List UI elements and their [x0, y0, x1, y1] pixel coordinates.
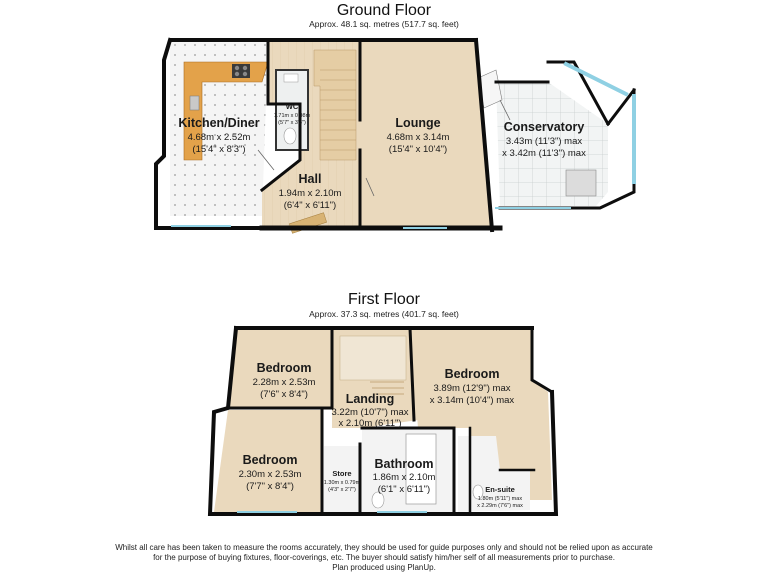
bathroom-imperial: (6'1" x 6'11") — [377, 484, 431, 495]
ensuite-line1: 1.80m (5'11") max — [477, 496, 523, 502]
first-floor-title: First Floor — [348, 291, 420, 308]
landing-line1: 3.22m (10'7") max — [331, 407, 409, 418]
ground-floor-title: Ground Floor — [336, 2, 432, 19]
bathroom-name: Bathroom — [374, 457, 434, 471]
conservatory-line1: 3.43m (11'3") max — [505, 136, 583, 147]
ground-floor-plan — [156, 40, 634, 233]
bedroom-bottom-left-metric: 2.30m x 2.53m — [238, 469, 302, 480]
conservatory-line2: x 3.42m (11'3") max — [502, 148, 586, 159]
bedroom-bottom-left-name: Bedroom — [242, 453, 298, 467]
bedroom-top-left-name: Bedroom — [256, 361, 312, 375]
store-room — [324, 446, 360, 512]
bedroom-top-left-metric: 2.28m x 2.53m — [252, 377, 316, 388]
bathroom-label — [373, 457, 436, 495]
bedroom-right-name: Bedroom — [444, 367, 500, 381]
ground-floor-area: Approx. 48.1 sq. metres (517.7 sq. feet) — [309, 19, 459, 29]
bathroom-metric: 1.86m x 2.10m — [372, 472, 436, 483]
hall-metric: 1.94m x 2.10m — [278, 188, 342, 199]
lounge-label — [387, 116, 450, 155]
conservatory-label — [502, 120, 586, 159]
disclaimer-line-2: for the purpose of buying fixtures, floor-coverings, etc. The buyer should satisfy him/her self of all measurements prior to purchase. — [153, 553, 615, 562]
conservatory-name: Conservatory — [503, 120, 585, 134]
disclaimer-line-1: Whilst all care has been taken to measure the rooms accurately, they should be used for guide purposes only and should not be relied upon as accurate — [115, 543, 653, 552]
wc-imperial: (5'7" x 3'3") — [278, 120, 306, 126]
lounge-metric: 4.68m x 3.14m — [386, 132, 450, 143]
hall-name: Hall — [298, 172, 322, 186]
wc-metric: 1.71m x 0.98m — [273, 113, 311, 119]
kitchen-metric: 4.68m x 2.52m — [187, 132, 251, 143]
ensuite-name: En-suite — [485, 485, 515, 494]
bedroom-right-line1: 3.89m (12'9") max — [433, 383, 511, 394]
bedroom-top-left-imperial: (7'6" x 8'4") — [260, 389, 308, 400]
disclaimer-line-3: Plan produced using PlanUp. — [332, 563, 436, 572]
first-floor-plan — [210, 328, 556, 514]
store-name: Store — [332, 469, 352, 478]
landing-line2: x 2.10m (6'11") — [338, 418, 402, 429]
hall-imperial: (6'4" x 6'11") — [283, 200, 337, 211]
landing-name: Landing — [345, 392, 395, 406]
ensuite-line2: x 2.29m (7'6") max — [477, 503, 523, 509]
bedroom-bottom-left-imperial: (7'7" x 8'4") — [246, 481, 294, 492]
kitchen-name: Kitchen/Diner — [178, 116, 260, 130]
kitchen-imperial: (15'4" x 8'3") — [192, 144, 246, 155]
wc-name: WC — [285, 102, 299, 111]
lounge-imperial: (15'4" x 10'4") — [388, 144, 448, 155]
lounge-name: Lounge — [395, 116, 441, 130]
store-metric: 1.30m x 0.79m — [323, 480, 361, 486]
bedroom-top-left-label — [253, 361, 316, 400]
store-imperial: (4'3" x 2'7") — [328, 487, 356, 493]
first-floor-area: Approx. 37.3 sq. metres (401.7 sq. feet) — [309, 309, 459, 319]
bedroom-bottom-left-label — [239, 453, 302, 492]
bedroom-right-line2: x 3.14m (10'4") max — [429, 395, 515, 406]
disclaimer — [0, 543, 768, 573]
